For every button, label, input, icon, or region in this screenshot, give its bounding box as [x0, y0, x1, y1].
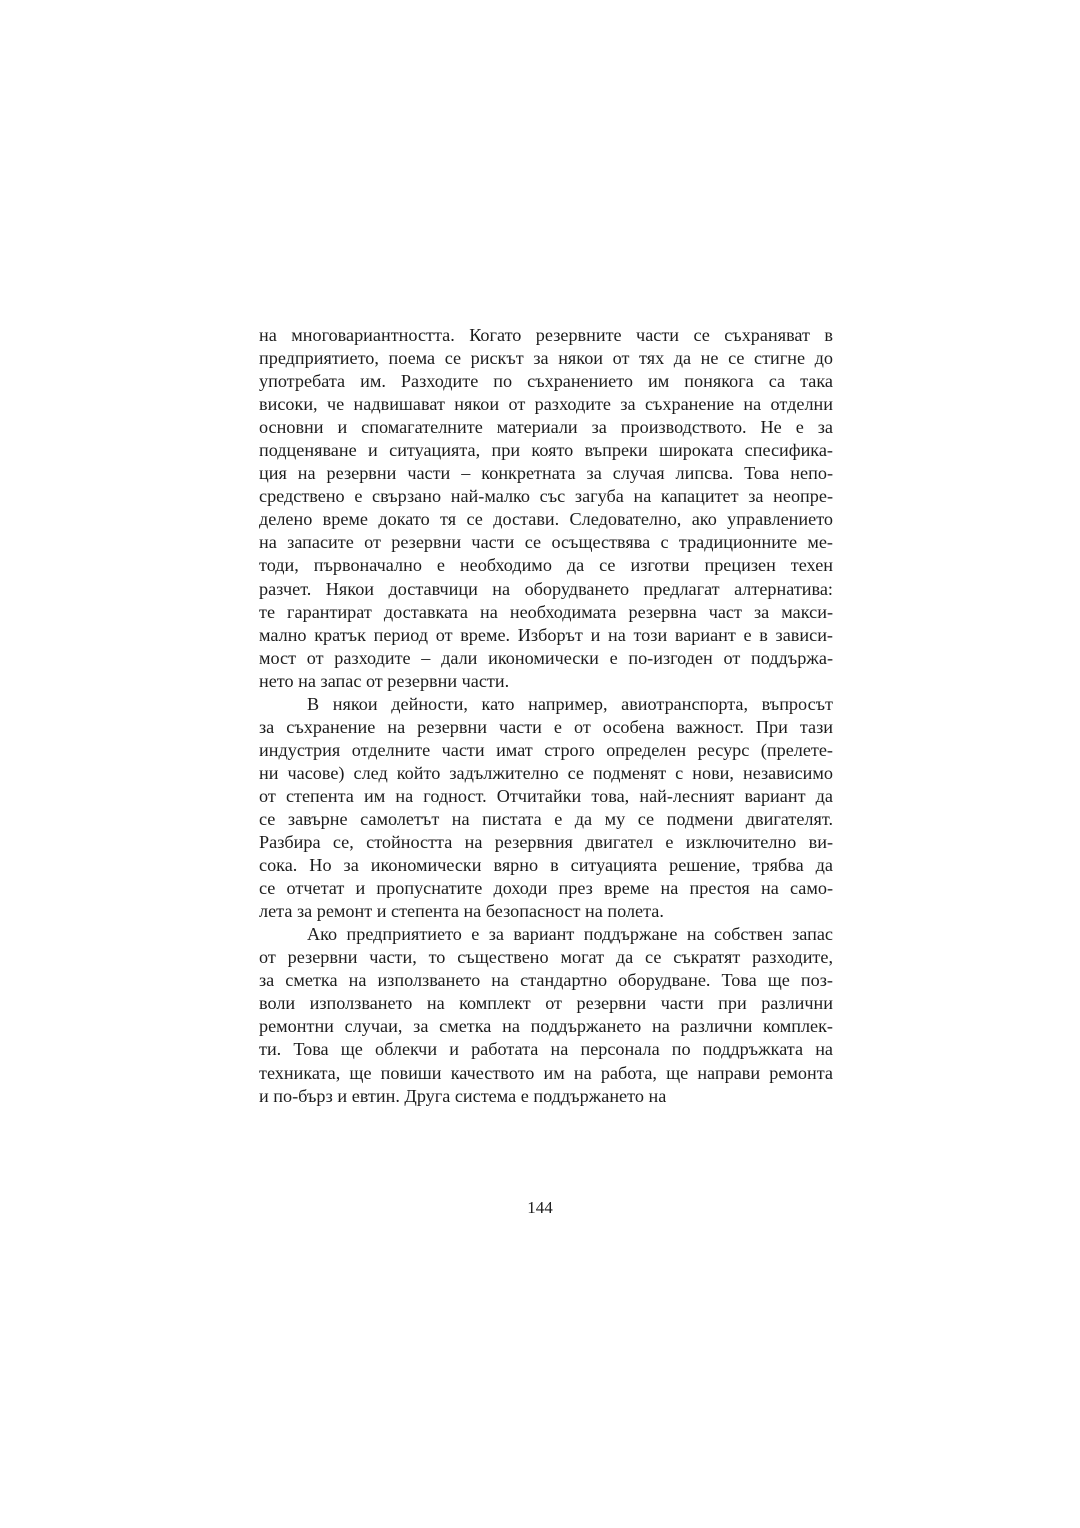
- text-line: В някои дейности, като например, авиотранспорта, въпросът: [307, 693, 833, 714]
- body-text: [259, 324, 833, 1108]
- text-line: те гарантират доставката на необходимата резервна част за макси-: [259, 601, 833, 622]
- text-line: от степента им на годност. Отчитайки това, най-лесният вариант да: [259, 785, 833, 806]
- text-line: ремонтни случаи, за сметка на поддържането на различни комплек-: [259, 1016, 833, 1037]
- text-line: високи, че надвишават някои от разходите за съхранение на отделни: [259, 394, 833, 415]
- text-line: на запасите от резервни части се осъществява с традиционните ме-: [259, 532, 833, 553]
- text-line: за съхранение на резервни части е от особена важност. При тази: [259, 716, 833, 737]
- text-line: мост от разходите – дали икономически е по-изгоден от поддържа-: [259, 647, 833, 668]
- paragraph: [259, 923, 833, 1107]
- text-line: мално кратък период от време. Изборът и на този вариант е в зависи-: [259, 624, 833, 645]
- text-line: индустрия отделните части имат строго определен ресурс (прелете-: [259, 739, 833, 760]
- text-line: лета за ремонт и степента на безопасност на полета.: [259, 901, 664, 922]
- text-line: се отчетат и пропуснатите доходи през време на престоя на само-: [259, 878, 833, 899]
- text-line: предприятието, поема се рискът за някои от тях да не се стигне до: [259, 348, 833, 369]
- text-line: се завърне самолетът на пистата е да му се подмени двигателят.: [259, 808, 833, 829]
- text-line: на многовариантността. Когато резервните части се съхраняват в: [259, 325, 833, 345]
- text-line: от резервни части, то съществено могат да се съкратят разходите,: [259, 947, 833, 968]
- text-line: тоди, първоначално е необходимо да се изготви прецизен техен: [259, 555, 833, 576]
- text-line: средствено е свързано най-малко със загуба на капацитет за неопре-: [259, 486, 833, 507]
- text-line: основни и спомагателните материали за производството. Не е за: [259, 417, 833, 438]
- text-line: воли използването на комплект от резервни части при различни: [259, 993, 833, 1014]
- text-line: ция на резервни части – конкретната за случая липсва. Това непо-: [259, 463, 833, 484]
- text-line: делено време докато тя се достави. Следователно, ако управлението: [259, 509, 833, 530]
- text-line: Разбира се, стойността на резервния двигател е изключително ви-: [259, 832, 833, 853]
- text-line: Ако предприятието е за вариант поддържане на собствен запас: [307, 924, 833, 945]
- text-line: ни часове) след който задължително се подменят с нови, независимо: [259, 762, 833, 783]
- text-line: подценяване и ситуацията, при която въпреки широката спесифика-: [259, 440, 833, 461]
- paragraph: [259, 693, 833, 923]
- text-line: нето на запас от резервни части.: [259, 670, 510, 691]
- text-line: техниката, ще повиши качеството им на работа, ще направи ремонта: [259, 1062, 833, 1083]
- text-line: разчет. Някои доставчици на оборудването предлагат алтернатива:: [259, 578, 833, 599]
- text-line: сока. Но за икономически вярно в ситуацията решение, трябва да: [259, 855, 833, 876]
- text-line: ти. Това ще облекчи и работата на персонала по поддръжката на: [259, 1039, 833, 1060]
- text-line: и по-бърз и евтин. Друга система е поддържането на: [259, 1085, 667, 1106]
- paragraph: [259, 324, 833, 693]
- text-line: употребата им. Разходите по съхранението им понякога са така: [259, 371, 833, 392]
- page-number: 144: [527, 1198, 553, 1217]
- text-line: за сметка на използването на стандартно оборудване. Това ще поз-: [259, 970, 833, 991]
